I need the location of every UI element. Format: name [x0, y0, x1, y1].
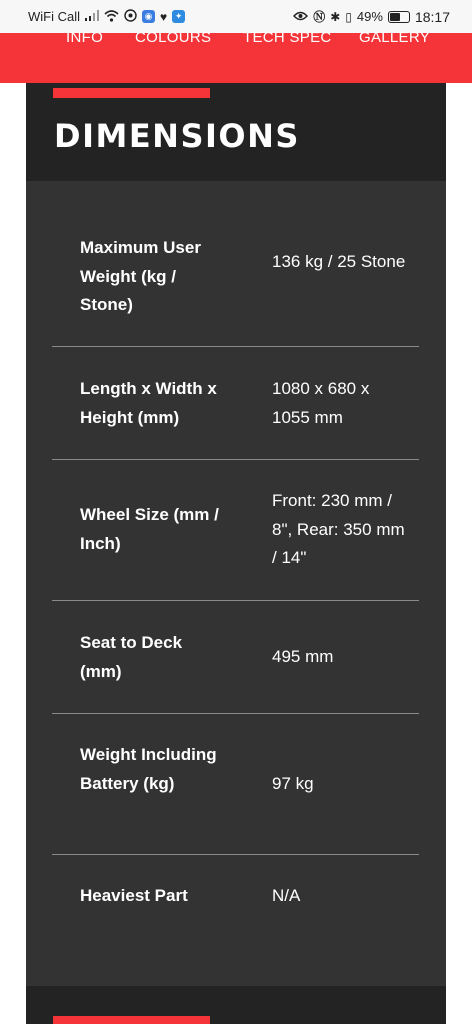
- spec-value: N/A: [272, 886, 301, 905]
- section-nav: [0, 29, 472, 83]
- nav-colours[interactable]: COLOURS: [135, 29, 212, 46]
- hearts-icon: ♥: [160, 9, 168, 24]
- spec-row: [52, 347, 419, 460]
- nav-info[interactable]: INFO: [66, 29, 104, 46]
- spec-label: Seat to Deck (mm): [80, 633, 183, 681]
- spec-label: Length x Width x Height (mm): [80, 379, 217, 427]
- spec-value: 1080 x 680 x 1055 mm: [272, 379, 370, 427]
- battery-icon: [388, 11, 410, 23]
- vibrate-icon: ▯: [345, 9, 352, 24]
- card-header: [26, 83, 446, 181]
- signal-icon: [85, 10, 99, 23]
- spec-value: 136 kg / 25 Stone: [272, 252, 406, 271]
- app-notification-icon: ◉: [142, 10, 155, 23]
- eye-icon: [293, 11, 308, 23]
- spec-label: Heaviest Part: [80, 886, 188, 905]
- nav-gallery[interactable]: GALLERY: [359, 29, 431, 46]
- section-title: DIMENSIONS: [54, 117, 300, 155]
- nav-tech-spec[interactable]: TECH SPEC: [243, 29, 332, 46]
- spec-value: 495 mm: [272, 647, 334, 666]
- status-right: [293, 9, 450, 25]
- status-left: [28, 9, 185, 24]
- spec-value: 97 kg: [272, 774, 314, 793]
- spec-label: Weight Including Battery (kg): [80, 745, 217, 793]
- spec-label: Maximum User Weight (kg / Stone): [80, 238, 201, 314]
- carrier-label: WiFi Call: [28, 9, 80, 24]
- spec-label: Wheel Size (mm / Inch): [80, 505, 219, 553]
- lightbulb-app-icon: ✦: [172, 10, 185, 23]
- spec-value: Front: 230 mm / 8", Rear: 350 mm / 14": [272, 491, 405, 567]
- next-section-header: [26, 986, 446, 1024]
- spec-row: [52, 460, 419, 601]
- battery-percent: 49%: [356, 9, 383, 24]
- spec-row: [52, 714, 419, 855]
- spec-row: [52, 181, 419, 347]
- spec-row: [52, 601, 419, 714]
- bluetooth-icon: ✱: [330, 9, 341, 24]
- clock: 18:17: [414, 8, 450, 25]
- nfc-icon: Ⓝ: [313, 9, 326, 24]
- accent-bar: [53, 88, 210, 98]
- spec-row: [52, 855, 419, 945]
- dimensions-card: [26, 83, 446, 1024]
- accent-bar: [53, 1016, 210, 1024]
- wifi-icon: [104, 10, 119, 24]
- whatsapp-icon: [124, 9, 137, 24]
